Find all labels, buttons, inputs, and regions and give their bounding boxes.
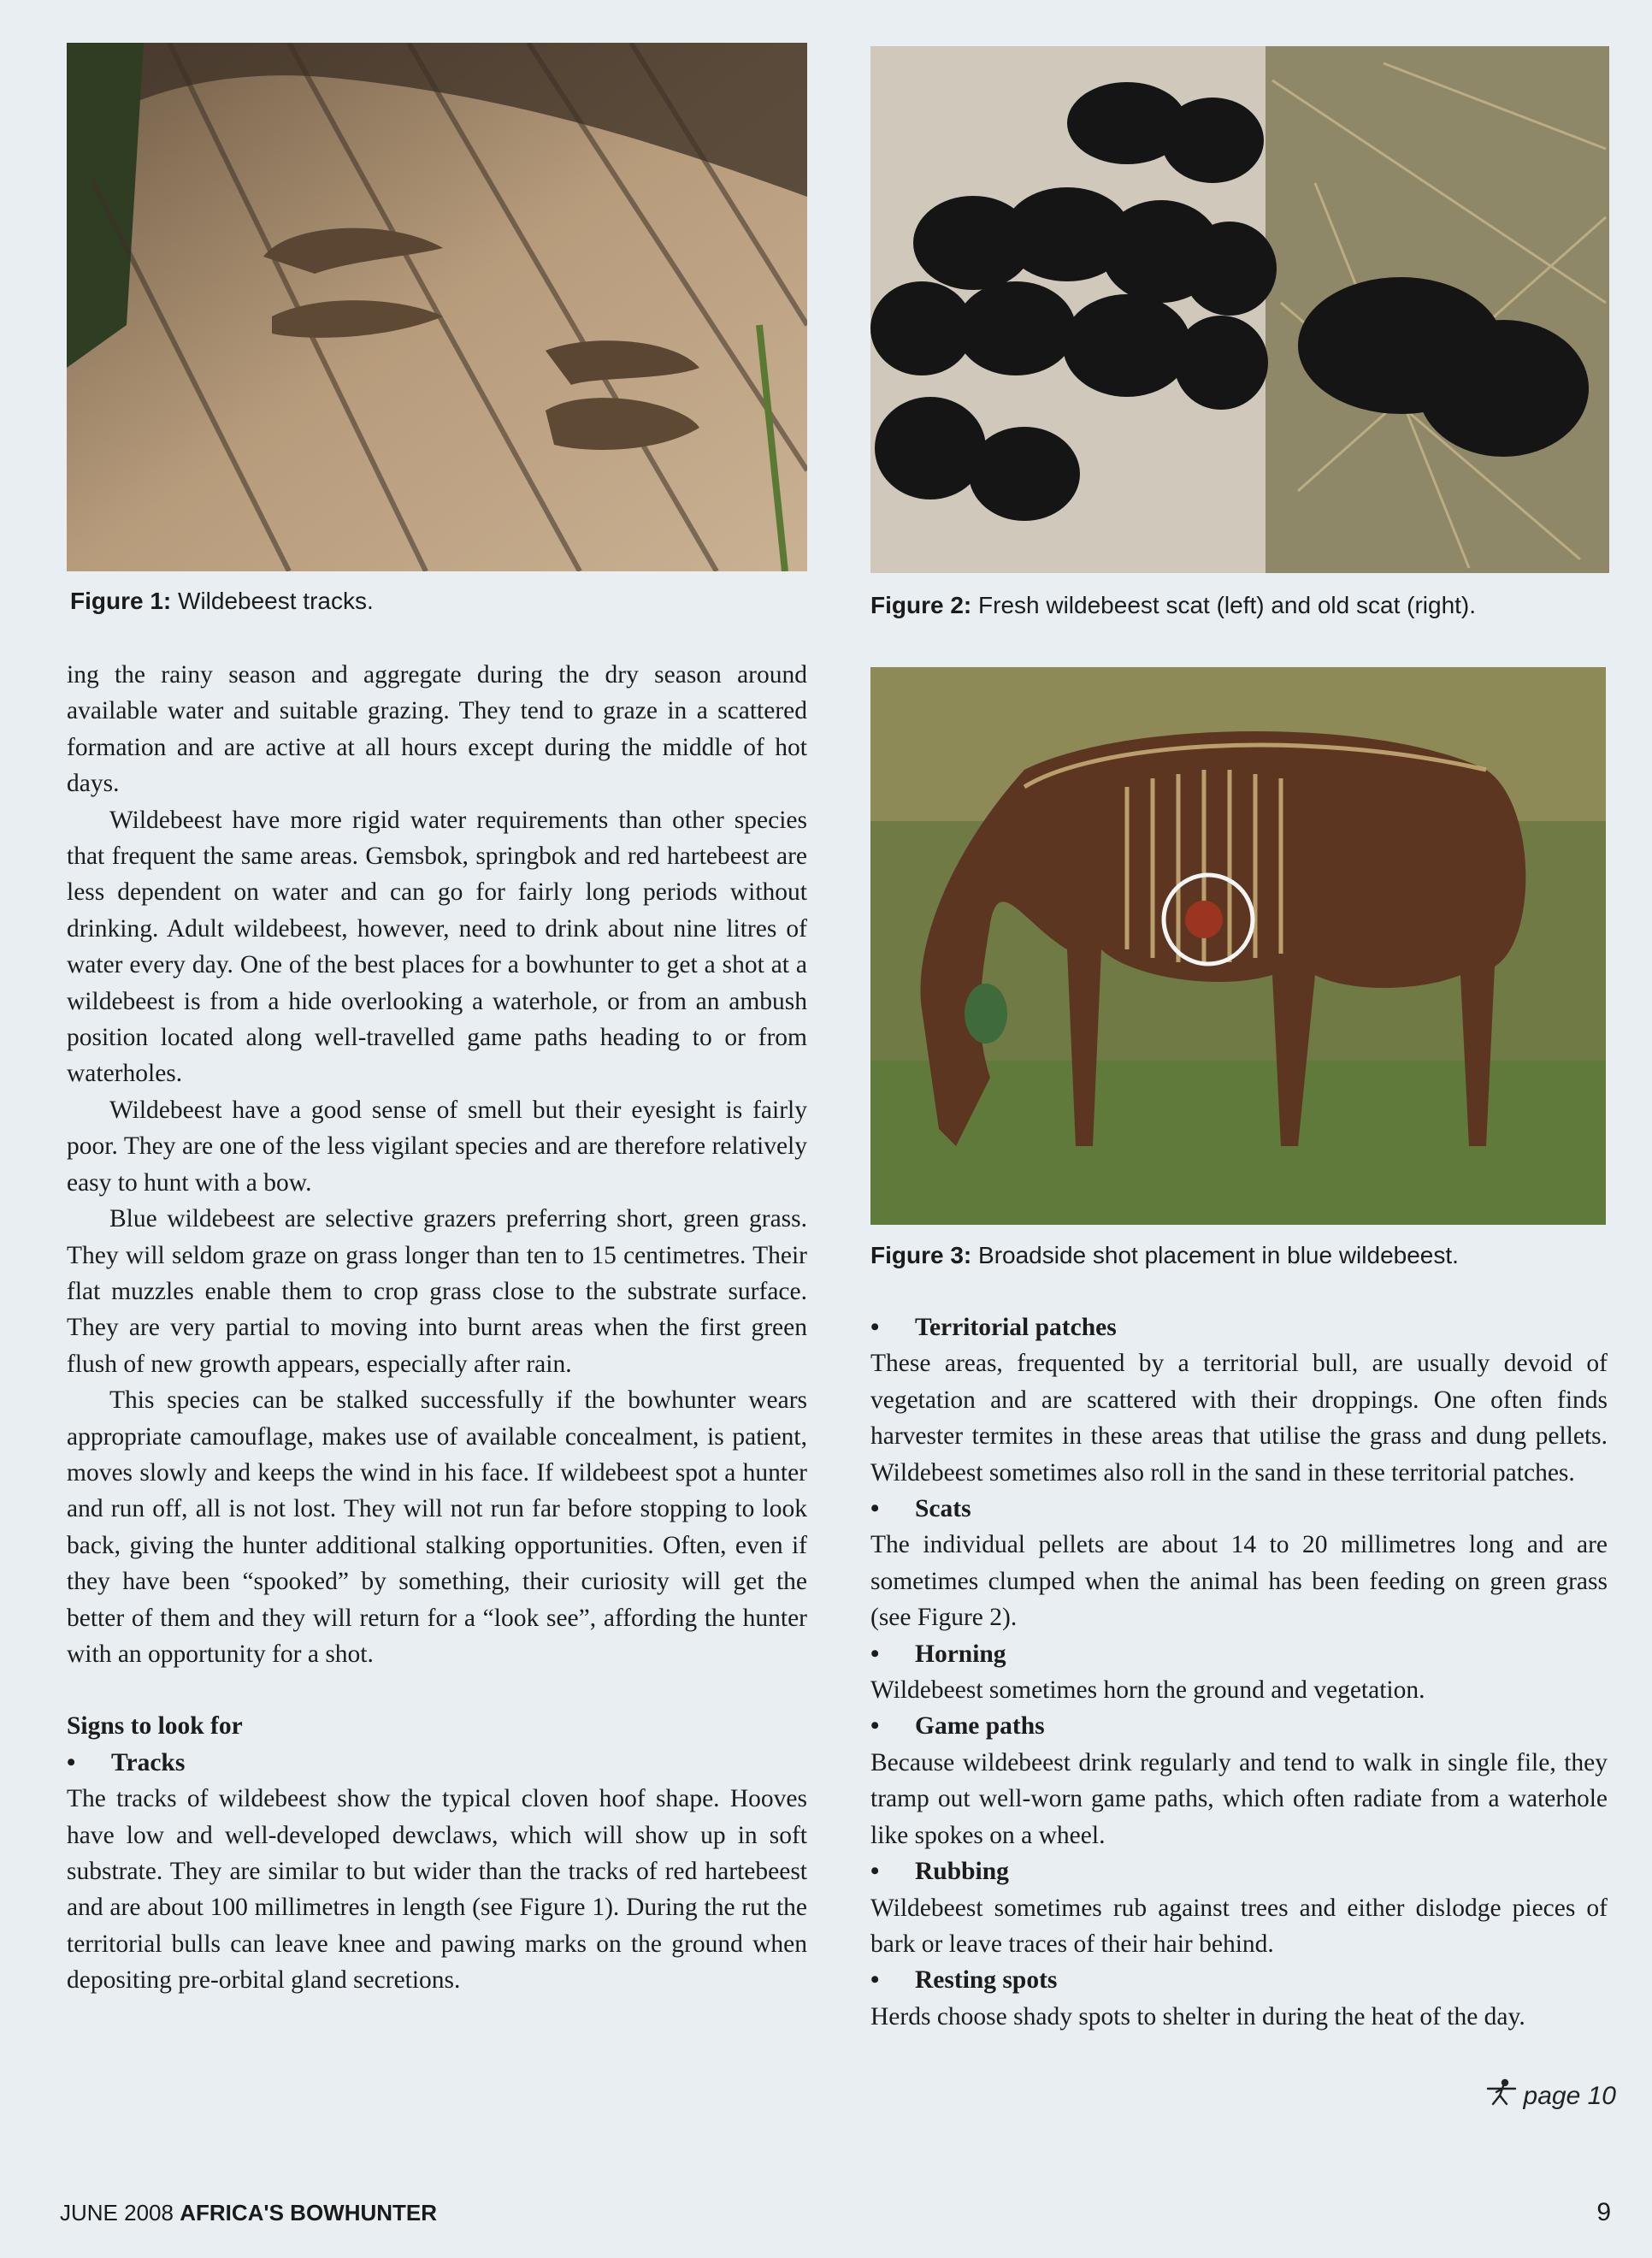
bullet-dot: • xyxy=(870,1495,880,1523)
sign-text: Herds choose shady spots to shelter in during the heat of the day. xyxy=(870,2002,1525,2030)
sign-bullet xyxy=(870,1636,1608,1672)
figure-2-text: Fresh wildebeest scat (left) and old scat (right). xyxy=(971,592,1477,618)
sign-title: Game paths xyxy=(915,1712,1045,1741)
figure-1-text: Wildebeest tracks. xyxy=(171,588,374,614)
figure-3-text: Broadside shot placement in blue wildebeest. xyxy=(971,1242,1459,1268)
paragraph-4: Blue wildebeest are selective grazers preferring short, green grass. They will seldom graze on grass longer than ten to 15 centimetres. Their flat muzzles enable them to crop grass close to the substrate surface. They are very partial to moving into burnt areas when the first green flush of new growth appears, especially after rain. xyxy=(67,1205,807,1378)
figure-2-caption xyxy=(870,592,1476,619)
figure-3-caption xyxy=(870,1242,1459,1269)
bullet-dot: • xyxy=(870,1858,880,1886)
figure-1-label: Figure 1: xyxy=(70,588,172,614)
bullet-dot: • xyxy=(67,1748,76,1776)
left-column xyxy=(67,657,807,1999)
sign-title: Rubbing xyxy=(915,1858,1009,1886)
paragraph-1: ing the rainy season and aggregate during the dry season around available water and suitable grazing. They tend to graze in a scattered formation and are active at all hours except during the middle of hot days. xyxy=(67,661,807,798)
archer-icon xyxy=(1484,2078,1519,2114)
tracks-bullet xyxy=(67,1745,807,1781)
sign-text: The individual pellets are about 14 to 20 millimetres long and are sometimes clumped when the animal has been feeding on green grass (see Figure 2). xyxy=(870,1531,1608,1632)
page-number: 9 xyxy=(1596,2198,1611,2226)
bullet-dot: • xyxy=(870,1712,880,1741)
sign-bullet xyxy=(870,1708,1608,1744)
signs-heading: Signs to look for xyxy=(67,1712,243,1741)
tracks-text: The tracks of wildebeest show the typical cloven hoof shape. Hooves have low and well-developed dewclaws, which will show up in soft substrate. They are similar to but wider than the tracks of red hartebeest and are about 100 millimetres in length (see Figure 1). During the rut the territorial bulls can leave knee and pawing marks on the ground when depositing pre-orbital gland secretions. xyxy=(67,1785,807,1995)
right-column xyxy=(870,1309,1608,2035)
footer-magazine: AFRICA'S BOWHUNTER xyxy=(180,2200,438,2225)
figure-1-caption xyxy=(70,588,374,615)
sign-text: These areas, frequented by a territorial bull, are usually devoid of vegetation and are scattered with their droppings. One often finds harvester termites in these areas that utilise the grass and dung pellets. Wildebeest sometimes also roll in the sand in these territorial patches. xyxy=(870,1350,1608,1487)
paragraph-5: This species can be stalked successfully if the bowhunter wears appropriate camouflage, makes use of available concealment, is patient, moves slowly and keeps the wind in his face. If wildebeest spot a hunter and run off, all is not lost. They will not run far before stopping to look back, giving the hunter additional stalking opportunities. Often, even if they have been “spooked” by something, their curiosity will get the better of them and they will return for a “look see”, affording the hunter with an opportunity for a shot. xyxy=(67,1386,807,1668)
sign-text: Wildebeest sometimes rub against trees and either dislodge pieces of bark or leave traces of their hair behind. xyxy=(870,1894,1608,1958)
sign-bullet xyxy=(870,1853,1608,1889)
sign-title: Territorial patches xyxy=(915,1314,1117,1341)
paragraph-3: Wildebeest have a good sense of smell but their eyesight is fairly poor. They are one of the less vigilant species and are therefore relatively easy to hunt with a bow. xyxy=(67,1096,807,1197)
sign-text: Wildebeest sometimes horn the ground and vegetation. xyxy=(870,1676,1425,1705)
tracks-title: Tracks xyxy=(111,1748,186,1776)
sign-title: Scats xyxy=(915,1495,971,1523)
figure-2-label: Figure 2: xyxy=(870,592,972,618)
bullet-dot: • xyxy=(870,1640,880,1668)
sign-bullet xyxy=(870,1962,1608,1998)
footer-issue xyxy=(60,2200,437,2226)
figure-3-photo xyxy=(870,667,1606,1225)
figure-1-photo xyxy=(67,43,807,571)
bullet-dot: • xyxy=(870,1314,880,1341)
sign-title: Resting spots xyxy=(915,1966,1058,1995)
sign-bullet xyxy=(870,1491,1608,1527)
footer-date: JUNE 2008 xyxy=(60,2200,174,2225)
sign-title: Horning xyxy=(915,1640,1006,1668)
sign-bullet xyxy=(870,1309,1608,1345)
figure-2-photo xyxy=(870,46,1609,573)
sign-text: Because wildebeest drink regularly and tend to walk in single file, they tramp out well-worn game paths, which often radiate from a waterhole like spokes on a wheel. xyxy=(870,1748,1608,1849)
paragraph-2: Wildebeest have more rigid water requirements than other species that frequent the same areas. Gemsbok, springbok and red hartebeest are less dependent on water and can go for fairly long periods without drinking. Adult wildebeest, however, need to drink about nine litres of water every day. One of the best places for a bowhunter to get a shot at a wildebeest is from a hide overlooking a waterhole, or from an ambush position located along well-travelled game paths heading to or from waterholes. xyxy=(67,806,807,1088)
continued-on-link[interactable] xyxy=(1484,2078,1616,2114)
bullet-dot: • xyxy=(870,1966,880,1995)
continued-page: page 10 xyxy=(1523,2082,1616,2110)
figure-3-label: Figure 3: xyxy=(870,1242,972,1268)
